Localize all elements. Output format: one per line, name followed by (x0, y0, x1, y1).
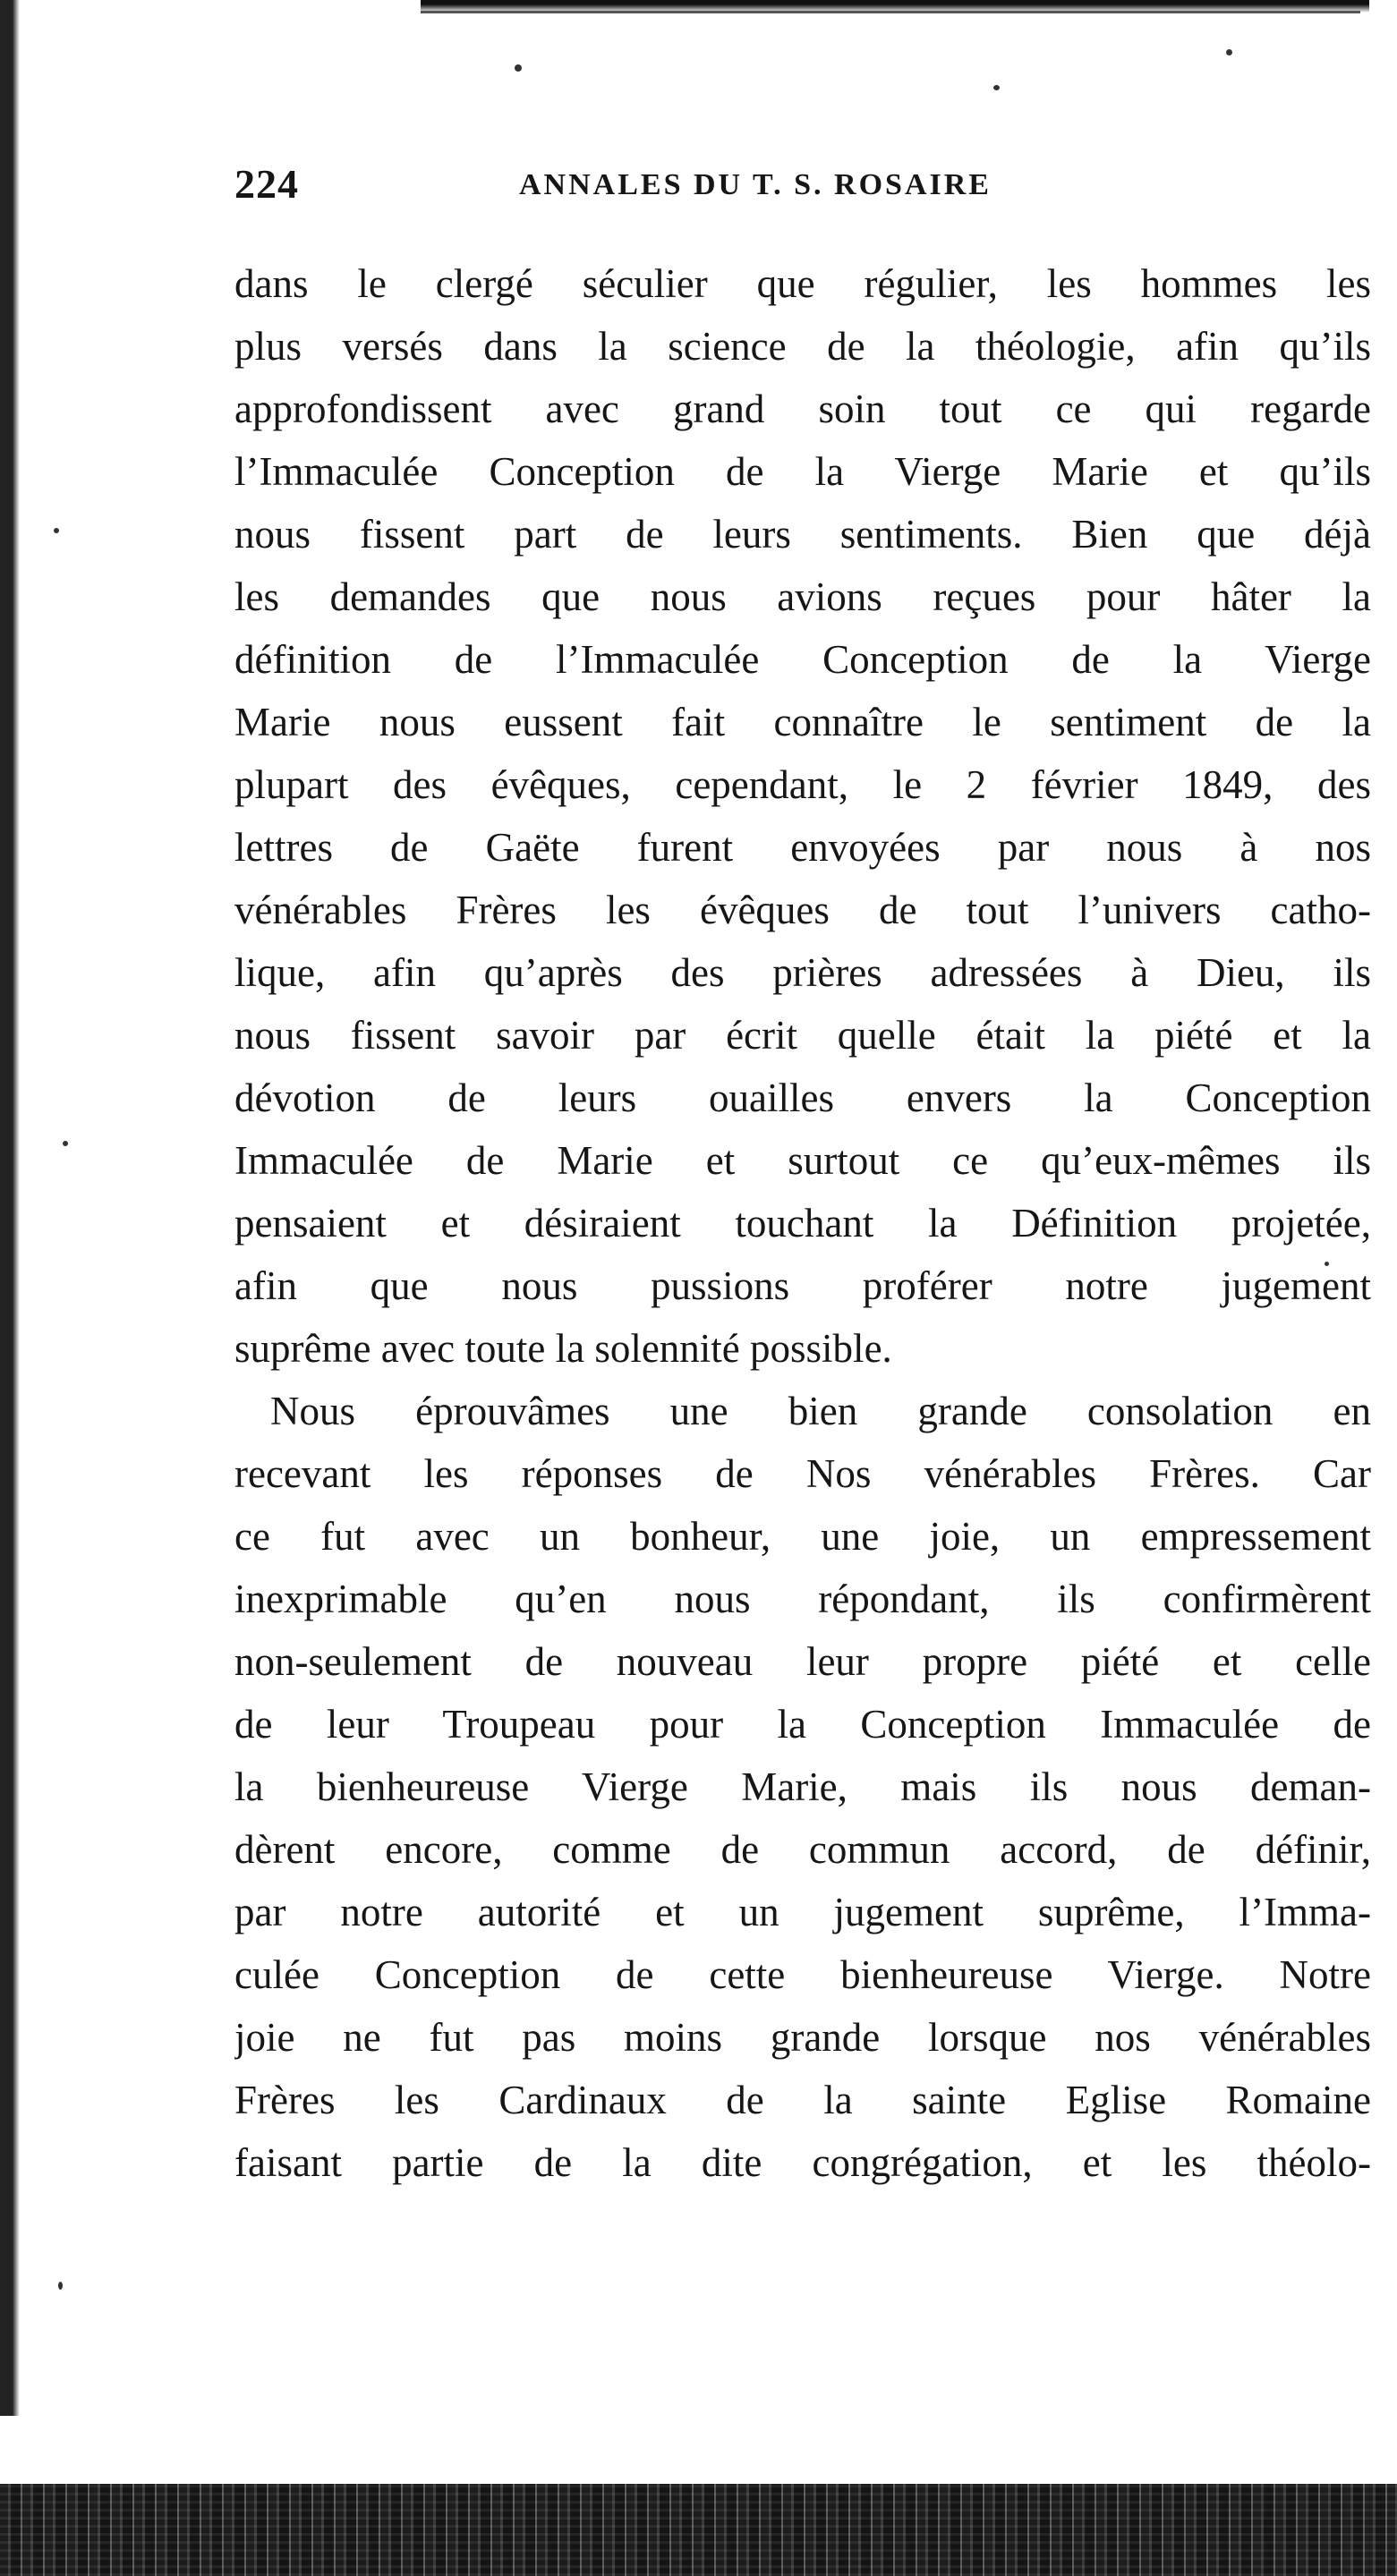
text-line: culée Conception de cette bienheureuse Vierge. Notre (234, 1952, 1371, 1997)
text-line: les demandes que nous avions reçues pour hâter la (234, 574, 1371, 619)
text-line: Marie nous eussent fait connaître le sentiment de la (234, 700, 1371, 744)
running-title: ANNALES DU T. S. ROSAIRE (519, 168, 992, 201)
text-line: Frères les Cardinaux de la sainte Eglise Romaine (234, 2078, 1371, 2122)
text-line: la bienheureuse Vierge Marie, mais ils nous deman- (234, 1764, 1371, 1809)
text-line: lettres de Gaëte furent envoyées par nous à nos (234, 825, 1371, 870)
paragraph-first-line: Nous éprouvâmes une bien grande consolation en (270, 1389, 1371, 1433)
text-line: dévotion de leurs ouailles envers la Conception (234, 1075, 1371, 1120)
scan-speck (515, 64, 522, 72)
text-line: inexprimable qu’en nous répondant, ils confirmèrent (234, 1577, 1371, 1621)
text-line: dans le clergé séculier que régulier, les hommes les (234, 261, 1371, 306)
running-head (234, 157, 1371, 211)
text-line: ce fut avec un bonheur, une joie, un empressement (234, 1514, 1371, 1559)
text-line: définition de l’Immaculée Conception de la Vierge (234, 637, 1371, 682)
text-line: nous fissent part de leurs sentiments. Bien que déjà (234, 512, 1371, 557)
scan-speck (63, 1141, 68, 1146)
body-text (234, 252, 1371, 2194)
scan-speck (993, 85, 1000, 90)
text-line: dèrent encore, comme de commun accord, de définir, (234, 1827, 1371, 1872)
text-line: nous fissent savoir par écrit quelle était la piété et la (234, 1013, 1371, 1058)
scan-speck (54, 528, 59, 533)
top-edge-line (421, 11, 1360, 13)
binding-shadow (0, 0, 20, 2416)
scan-speck (58, 2282, 63, 2290)
text-line: lique, afin qu’après des prières adressées à Dieu, ils (234, 950, 1371, 995)
text-line: l’Immaculée Conception de la Vierge Marie et qu’ils (234, 449, 1371, 494)
text-line: plus versés dans la science de la théologie, afin qu’ils (234, 324, 1371, 369)
paragraph-last-line: suprême avec toute la solennité possible. (234, 1326, 892, 1371)
text-line: plupart des évêques, cependant, le 2 février 1849, des (234, 762, 1371, 807)
text-line: faisant partie de la dite congrégation, et les théolo- (234, 2140, 1371, 2185)
scan-bottom-edge (0, 2484, 1397, 2576)
page-number: 224 (234, 161, 299, 207)
text-line: vénérables Frères les évêques de tout l’univers catho- (234, 888, 1371, 932)
text-line: recevant les réponses de Nos vénérables Frères. Car (234, 1451, 1371, 1496)
text-line: afin que nous pussions proférer notre jugement (234, 1263, 1371, 1308)
text-line: approfondissent avec grand soin tout ce qui regarde (234, 387, 1371, 431)
text-line: joie ne fut pas moins grande lorsque nos vénérables (234, 2015, 1371, 2060)
text-line: pensaient et désiraient touchant la Définition projetée, (234, 1201, 1371, 1245)
text-line: Immaculée de Marie et surtout ce qu’eux-mêmes ils (234, 1138, 1371, 1183)
text-line: non-seulement de nouveau leur propre piété et celle (234, 1639, 1371, 1684)
text-line: de leur Troupeau pour la Conception Immaculée de (234, 1702, 1371, 1747)
text-line: par notre autorité et un jugement suprême, l’Imma- (234, 1890, 1371, 1934)
scan-speck (1226, 49, 1232, 55)
